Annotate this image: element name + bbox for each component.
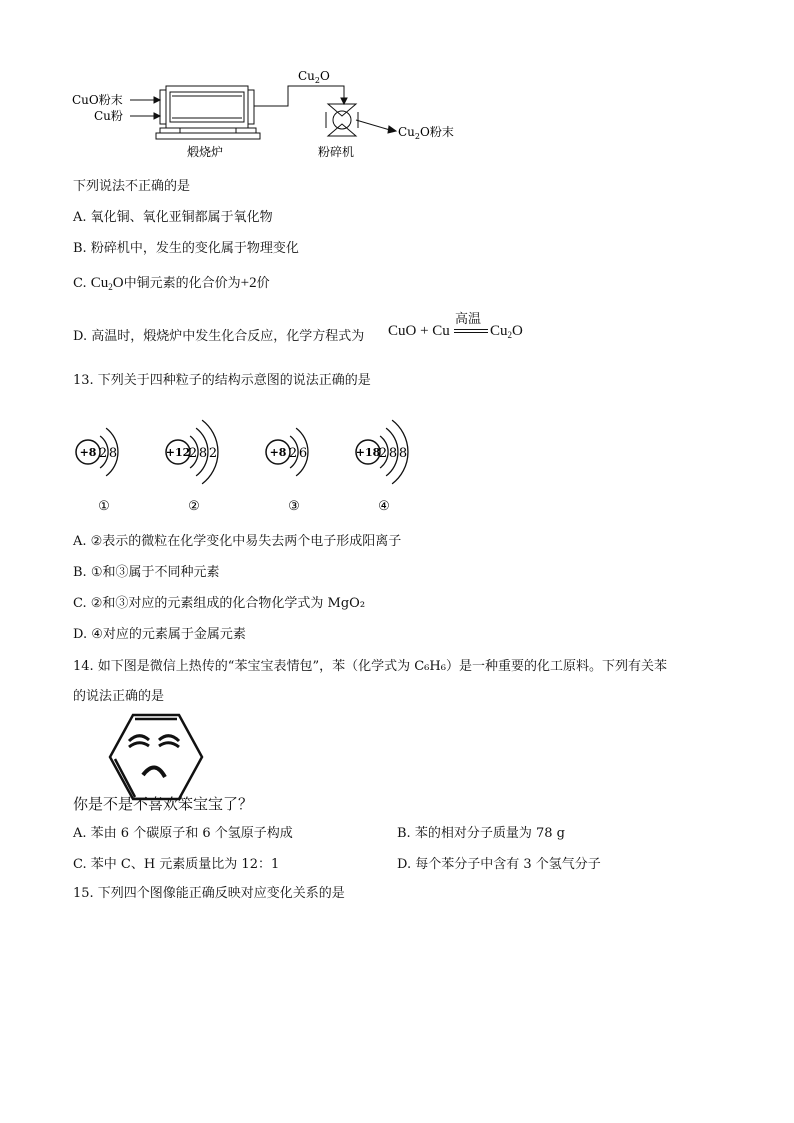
product-pipe xyxy=(254,86,347,106)
particle-label: ③ xyxy=(288,499,300,514)
q14-stem-line2: 的说法正确的是 xyxy=(73,689,165,704)
atom-diagram-1 xyxy=(76,428,118,514)
particle-label: ② xyxy=(188,499,200,514)
nucleus-charge: +8 xyxy=(269,446,287,459)
atom-diagram-3 xyxy=(266,428,308,514)
electron-count: 8 xyxy=(198,446,208,461)
q14-option-d: D. 每个苯分子中含有 3 个氢气分子 xyxy=(397,857,601,872)
electron-count: 2 xyxy=(288,446,298,461)
q12-stem: 下列说法不正确的是 xyxy=(73,179,191,194)
electron-count: 2 xyxy=(378,446,388,461)
nucleus-charge: +8 xyxy=(79,446,97,459)
output-arrow xyxy=(356,120,396,133)
q13-option-b: B. ①和③属于不同种元素 xyxy=(73,565,220,580)
equation-reactants: CuO + Cu xyxy=(388,323,450,339)
equation-condition: 高温 xyxy=(455,311,482,326)
equation-equals xyxy=(454,329,488,333)
output-label: $Cu_2O$粉末 xyxy=(398,125,454,141)
particle-label: ④ xyxy=(378,499,390,514)
q14-option-a: A. 苯由 6 个碳原子和 6 个氢原子构成 xyxy=(73,826,293,841)
product-label: $Cu_2O$ xyxy=(298,69,330,85)
input-cuo-label: CuO粉末 xyxy=(72,93,123,107)
q13-option-c: C. ②和③对应的元素组成的化合物化学式为 MgO₂ xyxy=(73,596,366,611)
q12-option-c: C. $Cu_2O$中铜元素的化合价为+2价 xyxy=(73,275,270,292)
cu2o-formula: $Cu_2O$ xyxy=(90,275,124,292)
furnace-diagram-svg xyxy=(60,60,480,170)
equation-product: $Cu_2O$ xyxy=(490,323,523,340)
nucleus-charge: +18 xyxy=(355,446,381,459)
furnace-diagram xyxy=(60,60,480,170)
q14-option-c: C. 苯中 C、H 元素质量比为 12：1 xyxy=(73,857,280,872)
furnace-label: 煅烧炉 xyxy=(187,145,224,159)
particle-label: ① xyxy=(98,499,110,514)
electron-count: 6 xyxy=(298,446,308,461)
benzene-face-icon xyxy=(105,713,205,801)
calcining-furnace xyxy=(156,86,260,139)
q15-stem: 15. 下列四个图像能正确反映对应变化关系的是 xyxy=(73,886,345,901)
benzene-emoji-image xyxy=(105,713,205,801)
mill-label: 粉碎机 xyxy=(318,145,355,159)
q14-option-b: B. 苯的相对分子质量为 78 g xyxy=(397,826,565,841)
input-arrows xyxy=(130,97,160,119)
electron-count: 2 xyxy=(208,446,218,461)
q13-stem: 13. 下列关于四种粒子的结构示意图的说法正确的是 xyxy=(73,373,371,388)
atom-structure-diagrams xyxy=(60,396,440,518)
q12-option-a: A. 氧化铜、氧化亚铜都属于氧化物 xyxy=(73,210,273,225)
atom-diagram-4 xyxy=(356,420,408,514)
q13-option-d: D. ④对应的元素属于金属元素 xyxy=(73,627,246,642)
nucleus-charge: +12 xyxy=(165,446,191,459)
atom-structure-svg xyxy=(60,396,440,518)
atom-diagram-2 xyxy=(166,420,218,514)
input-cu-label: Cu粉 xyxy=(94,109,123,123)
q12-option-d: D. 高温时，煅烧炉中发生化合反应，化学方程式为 xyxy=(73,329,365,344)
electron-count: 2 xyxy=(188,446,198,461)
electron-count: 8 xyxy=(108,446,118,461)
q12-option-b: B. 粉碎机中，发生的变化属于物理变化 xyxy=(73,241,299,256)
electron-count: 8 xyxy=(388,446,398,461)
q14-stem-line1: 14. 如下图是微信上热传的“苯宝宝表情包”，苯（化学式为 C₆H₆）是一种重要的化工原料。下列有关苯 xyxy=(73,659,667,674)
grinder xyxy=(326,104,358,136)
q13-option-a: A. ②表示的微粒在化学变化中易失去两个电子形成阳离子 xyxy=(73,534,402,549)
benzene-caption: 你是不是不喜欢笨宝宝了？ xyxy=(73,795,254,813)
electron-count: 8 xyxy=(398,446,408,461)
electron-count: 2 xyxy=(98,446,108,461)
